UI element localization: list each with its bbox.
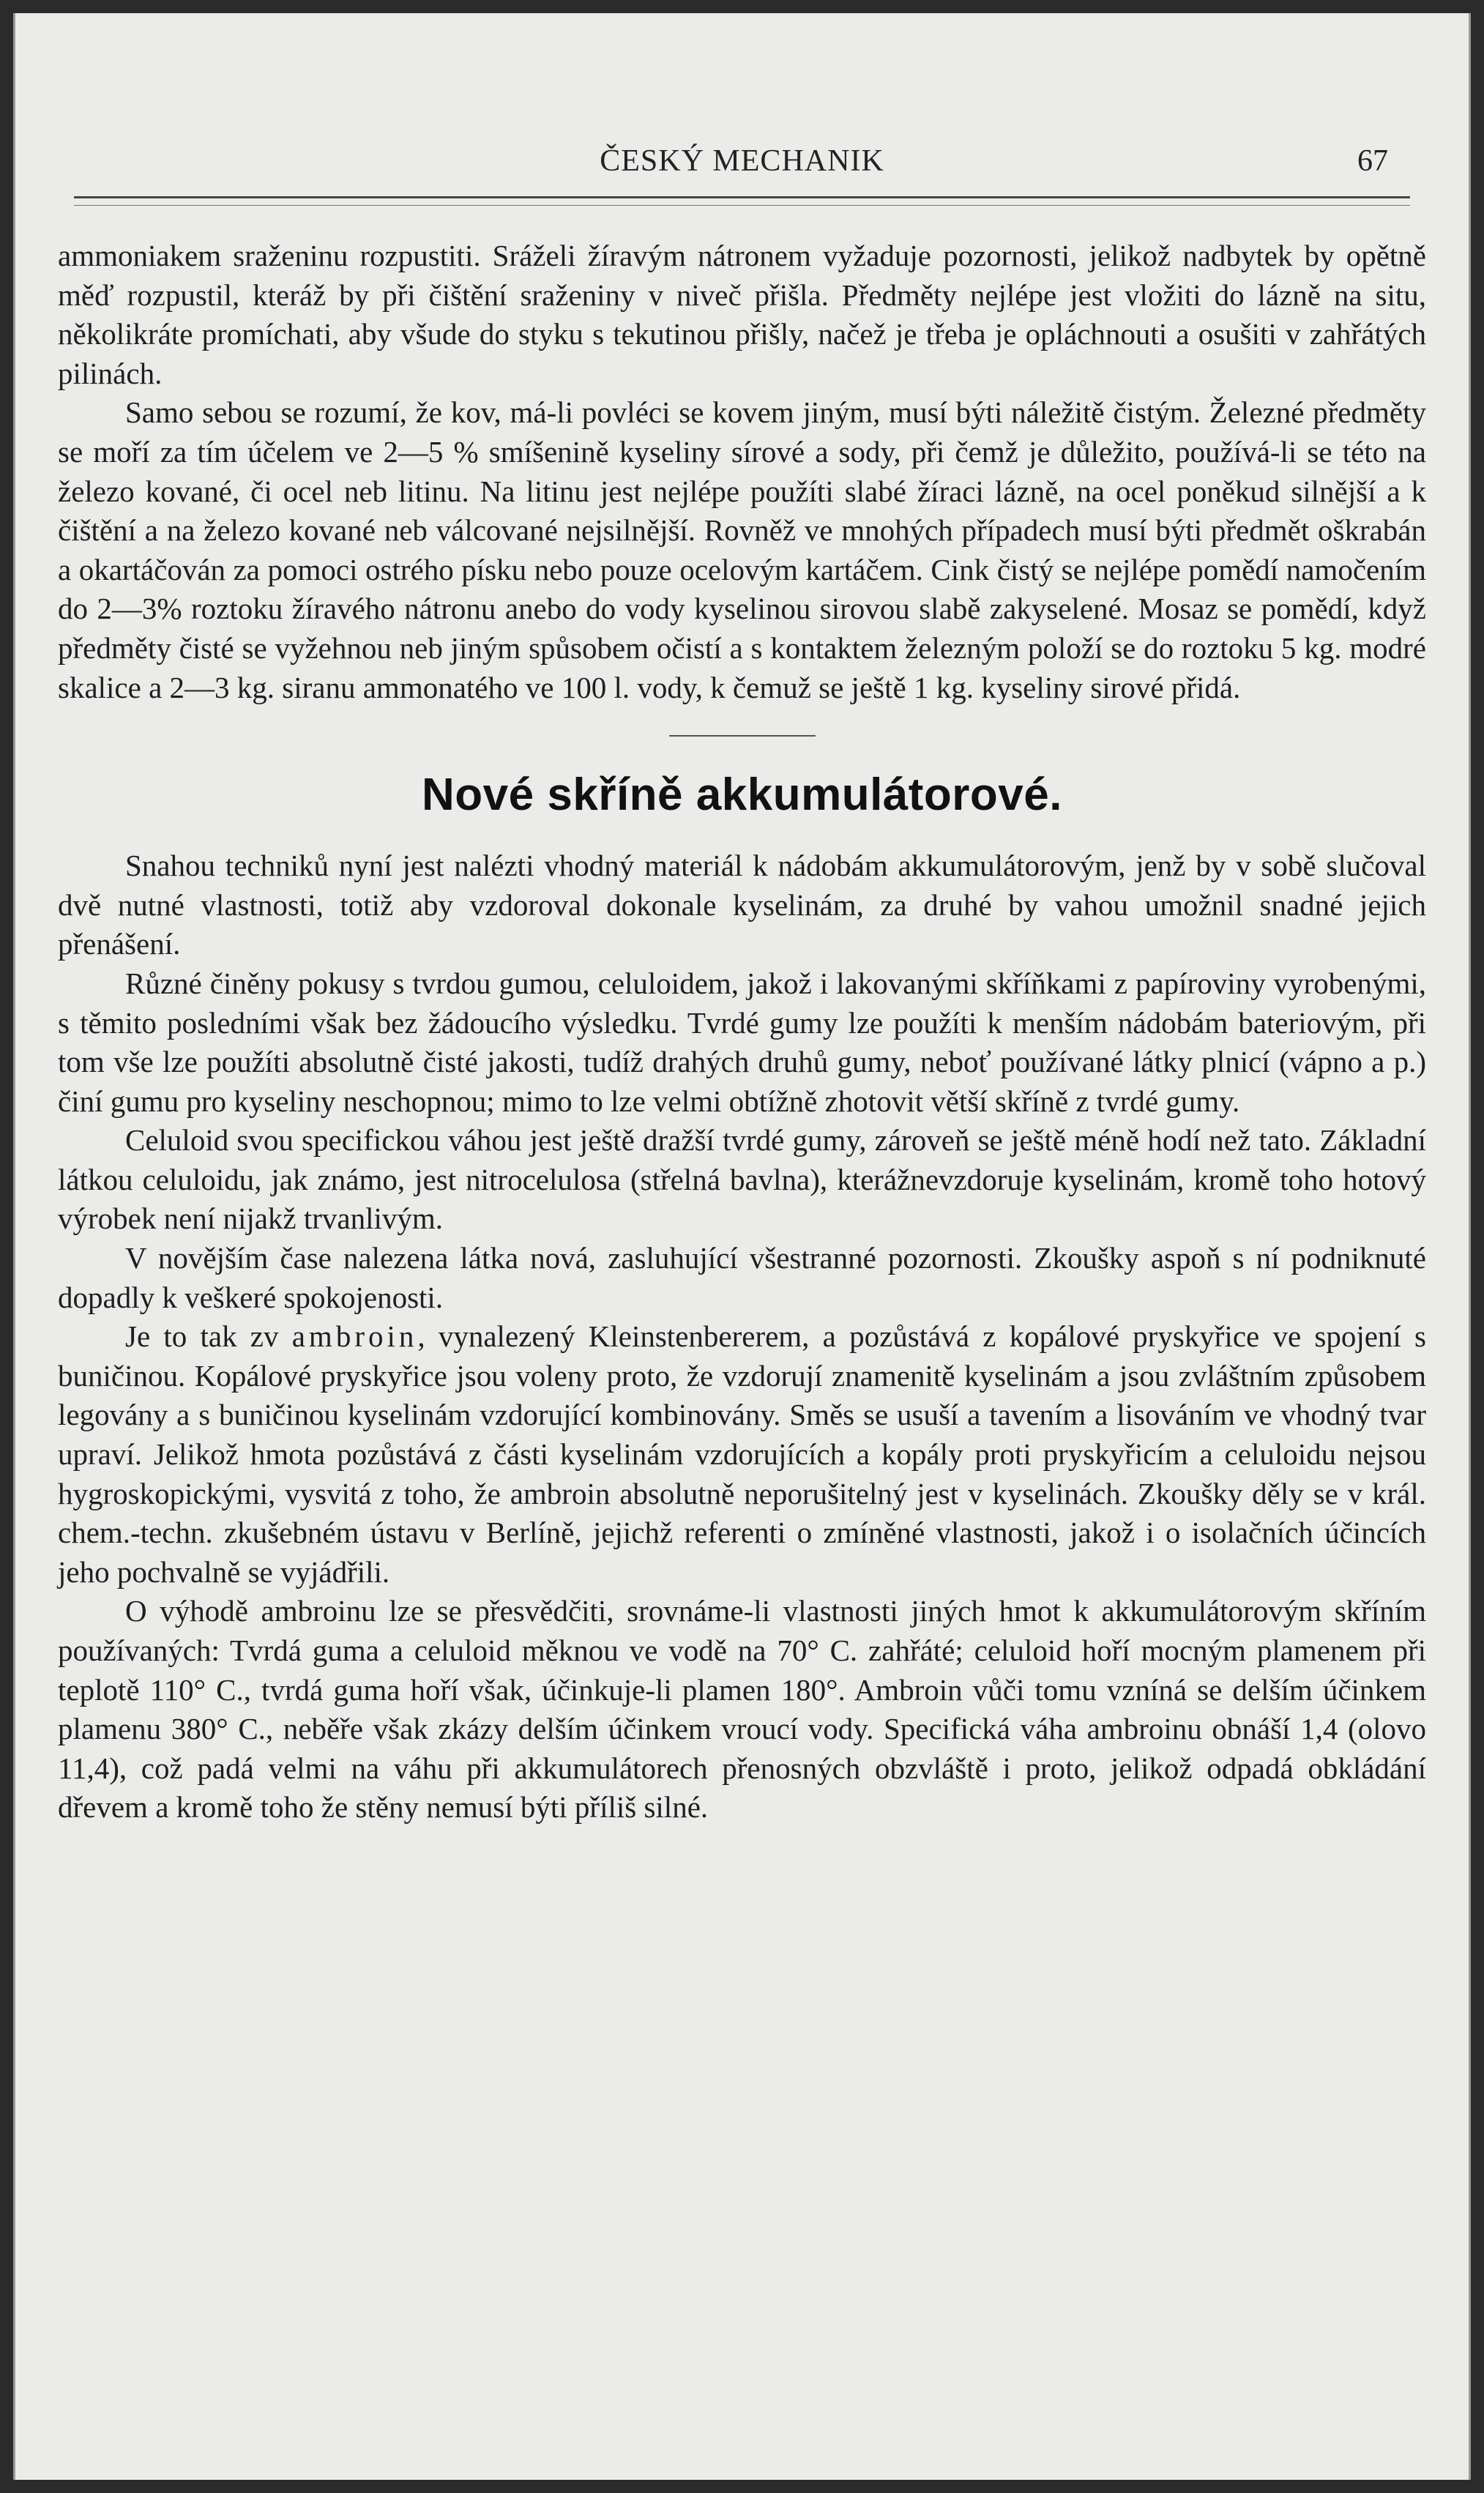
page-number: 67 <box>1357 144 1388 178</box>
article-paragraph-5 <box>58 1317 1426 1592</box>
intro-paragraph-2: Samo sebou se rozumí, že kov, má-li povléci se kovem jiným, musí býti náležitě čistým. Železné předměty se moří za tím účelem ve 2—5 % smíšenině kyseliny sírové a sody, při čemž je důležito, používá-li se této na železo kované, či ocel neb litinu. Na litinu jest nejlépe použíti slabé žíraci lázně, na ocel poněkud silnější a k čištění a na železo kované neb válcované nejsilnější. Rovněž ve mnohých případech musí býti předmět oškrabán a okartáčován za pomoci ostrého písku nebo pouze ocelovým kartáčem. Cink čistý se nejlépe pomědí namočením do 2—3% roztoku žíravého nátronu anebo do vody kyselinou sirovou slabě zakyselené. Mosaz se pomědí, když předměty čisté se vyžehnou neb jiným spůsobem očistí a s kontaktem železným položí se do roztoku 5 kg. modré skalice a 2—3 kg. siranu ammonatého ve 100 l. vody, k čemuž se ještě 1 kg. kyseliny sirové přidá. <box>58 395 1426 704</box>
article-paragraph-5-start: Je to tak zv <box>125 1319 292 1354</box>
header-rule-thin <box>74 205 1410 206</box>
page-content <box>58 236 1426 1827</box>
article-paragraph-3: Celuloid svou specifickou váhou jest ještě dražší tvrdé gumy, zároveň se ještě méně hodí než tato. Základní látkou celuloidu, jak známo, jest nitrocelulosa (střelná bavlna), kterážnevzdoruje kyselinám, kromě toho hotový výrobek není nijakž trvanlivým. <box>58 1123 1426 1236</box>
article-paragraph-6: O výhodě ambroinu lze se přesvědčiti, srovnáme-li vlastnosti jiných hmot k akkumulátorovým skříním používaných: Tvrdá guma a celuloid měknou ve vodě na 70° C. zahřáté; celuloid hoří mocným plamenem při teplotě 110° C., tvrdá guma hoří však, účinkuje-li plamen 180°. Ambroin vůči tomu vzníná se delším účinkem plamenu 380° C., neběře však zkázy delším účinkem vroucí vody. Specifická váha ambroinu obnáší 1,4 (olovo 11,4), což padá velmi na váhu při akkumulátorech přenosných obzvláště i proto, jelikož odpadá obkládání dřevem a kromě toho že stěny nemusí býti příliš silné. <box>58 1594 1426 1825</box>
article-title: Nové skříně akkumulátorové. <box>422 769 1062 821</box>
article-paragraph-5-rest: , vynalezený Kleinstenbererem, a pozůstává z kopálové pryskyřice ve spojení s buničinou. Kopálové pryskyřice jsou voleny proto, že vzdorují znamenitě kyselinám a jsou zvláštním způsobem legovány a s buničinou kyselinám vzdorující kombinovány. Směs se usuší a tavením a lisováním ve vhodný tvar upraví. Jelikož hmota pozůstává z části kyselinám vzdorujících a kopály proti pryskyřicím a celuloidu nejsou hygroskopickými, vysvitá z toho, že ambroin absolutně neporušitelný jest v kyselinách. Zkoušky děly se v král. chem.-techn. zkušebném ústavu v Berlíně, jejichž referenti o zmíněné vlastnosti, jakož i o isolačních účincích jeho pochvalně se vyjádřili. <box>58 1319 1426 1589</box>
running-title: ČESKÝ MECHANIK <box>600 144 884 178</box>
article-paragraph-1: Snahou techniků nyní jest nalézti vhodný materiál k nádobám akkumulátorovým, jenž by v sobě slučoval dvě nutné vlastnosti, totiž aby vzdoroval dokonale kyselinám, za druhé by vahou umožnil snadné jejich přenášení. <box>58 849 1426 961</box>
article-paragraph-4: V novějším čase nalezena látka nová, zasluhující všestranné pozornosti. Zkoušky aspoň s ní podniknuté dopadly k veškeré spokojenosti. <box>58 1241 1426 1314</box>
header-rule-thick <box>74 196 1410 198</box>
article-paragraph-2: Různé činěny pokusy s tvrdou gumou, celuloidem, jakož i lakovanými skříňkami z papíroviny vyrobenými, s těmito posledními však bez žádoucího výsledku. Tvrdé gumy lze použíti k menším nádobám bateriovým, při tom vše lze použíti absolutně čisté jakosti, tudíž drahých druhů gumy, neboť používané látky plnicí (vápno a p.) činí gumu pro kyseliny neschopnou; mimo to lze velmi obtížně zhotovit větší skříně z tvrdé gumy. <box>58 966 1426 1118</box>
page-header <box>74 144 1410 187</box>
intro-paragraph-1: ammoniakem sraženinu rozpustiti. Sráželi žíravým nátronem vyžaduje pozornosti, jelikož nadbytek by opětně měď rozpustil, kteráž by při čištění sraženiny v niveč přišla. Předměty nejlépe jest vložiti do lázně na situ, několikráte promíchati, aby všude do styku s tekutinou přišly, načež je třeba je opláchnouti a osušiti v zahřátých pilinách. <box>58 239 1426 390</box>
ambroin-term: ambroin <box>291 1319 418 1354</box>
page <box>13 13 1471 2480</box>
section-separator <box>669 735 816 737</box>
